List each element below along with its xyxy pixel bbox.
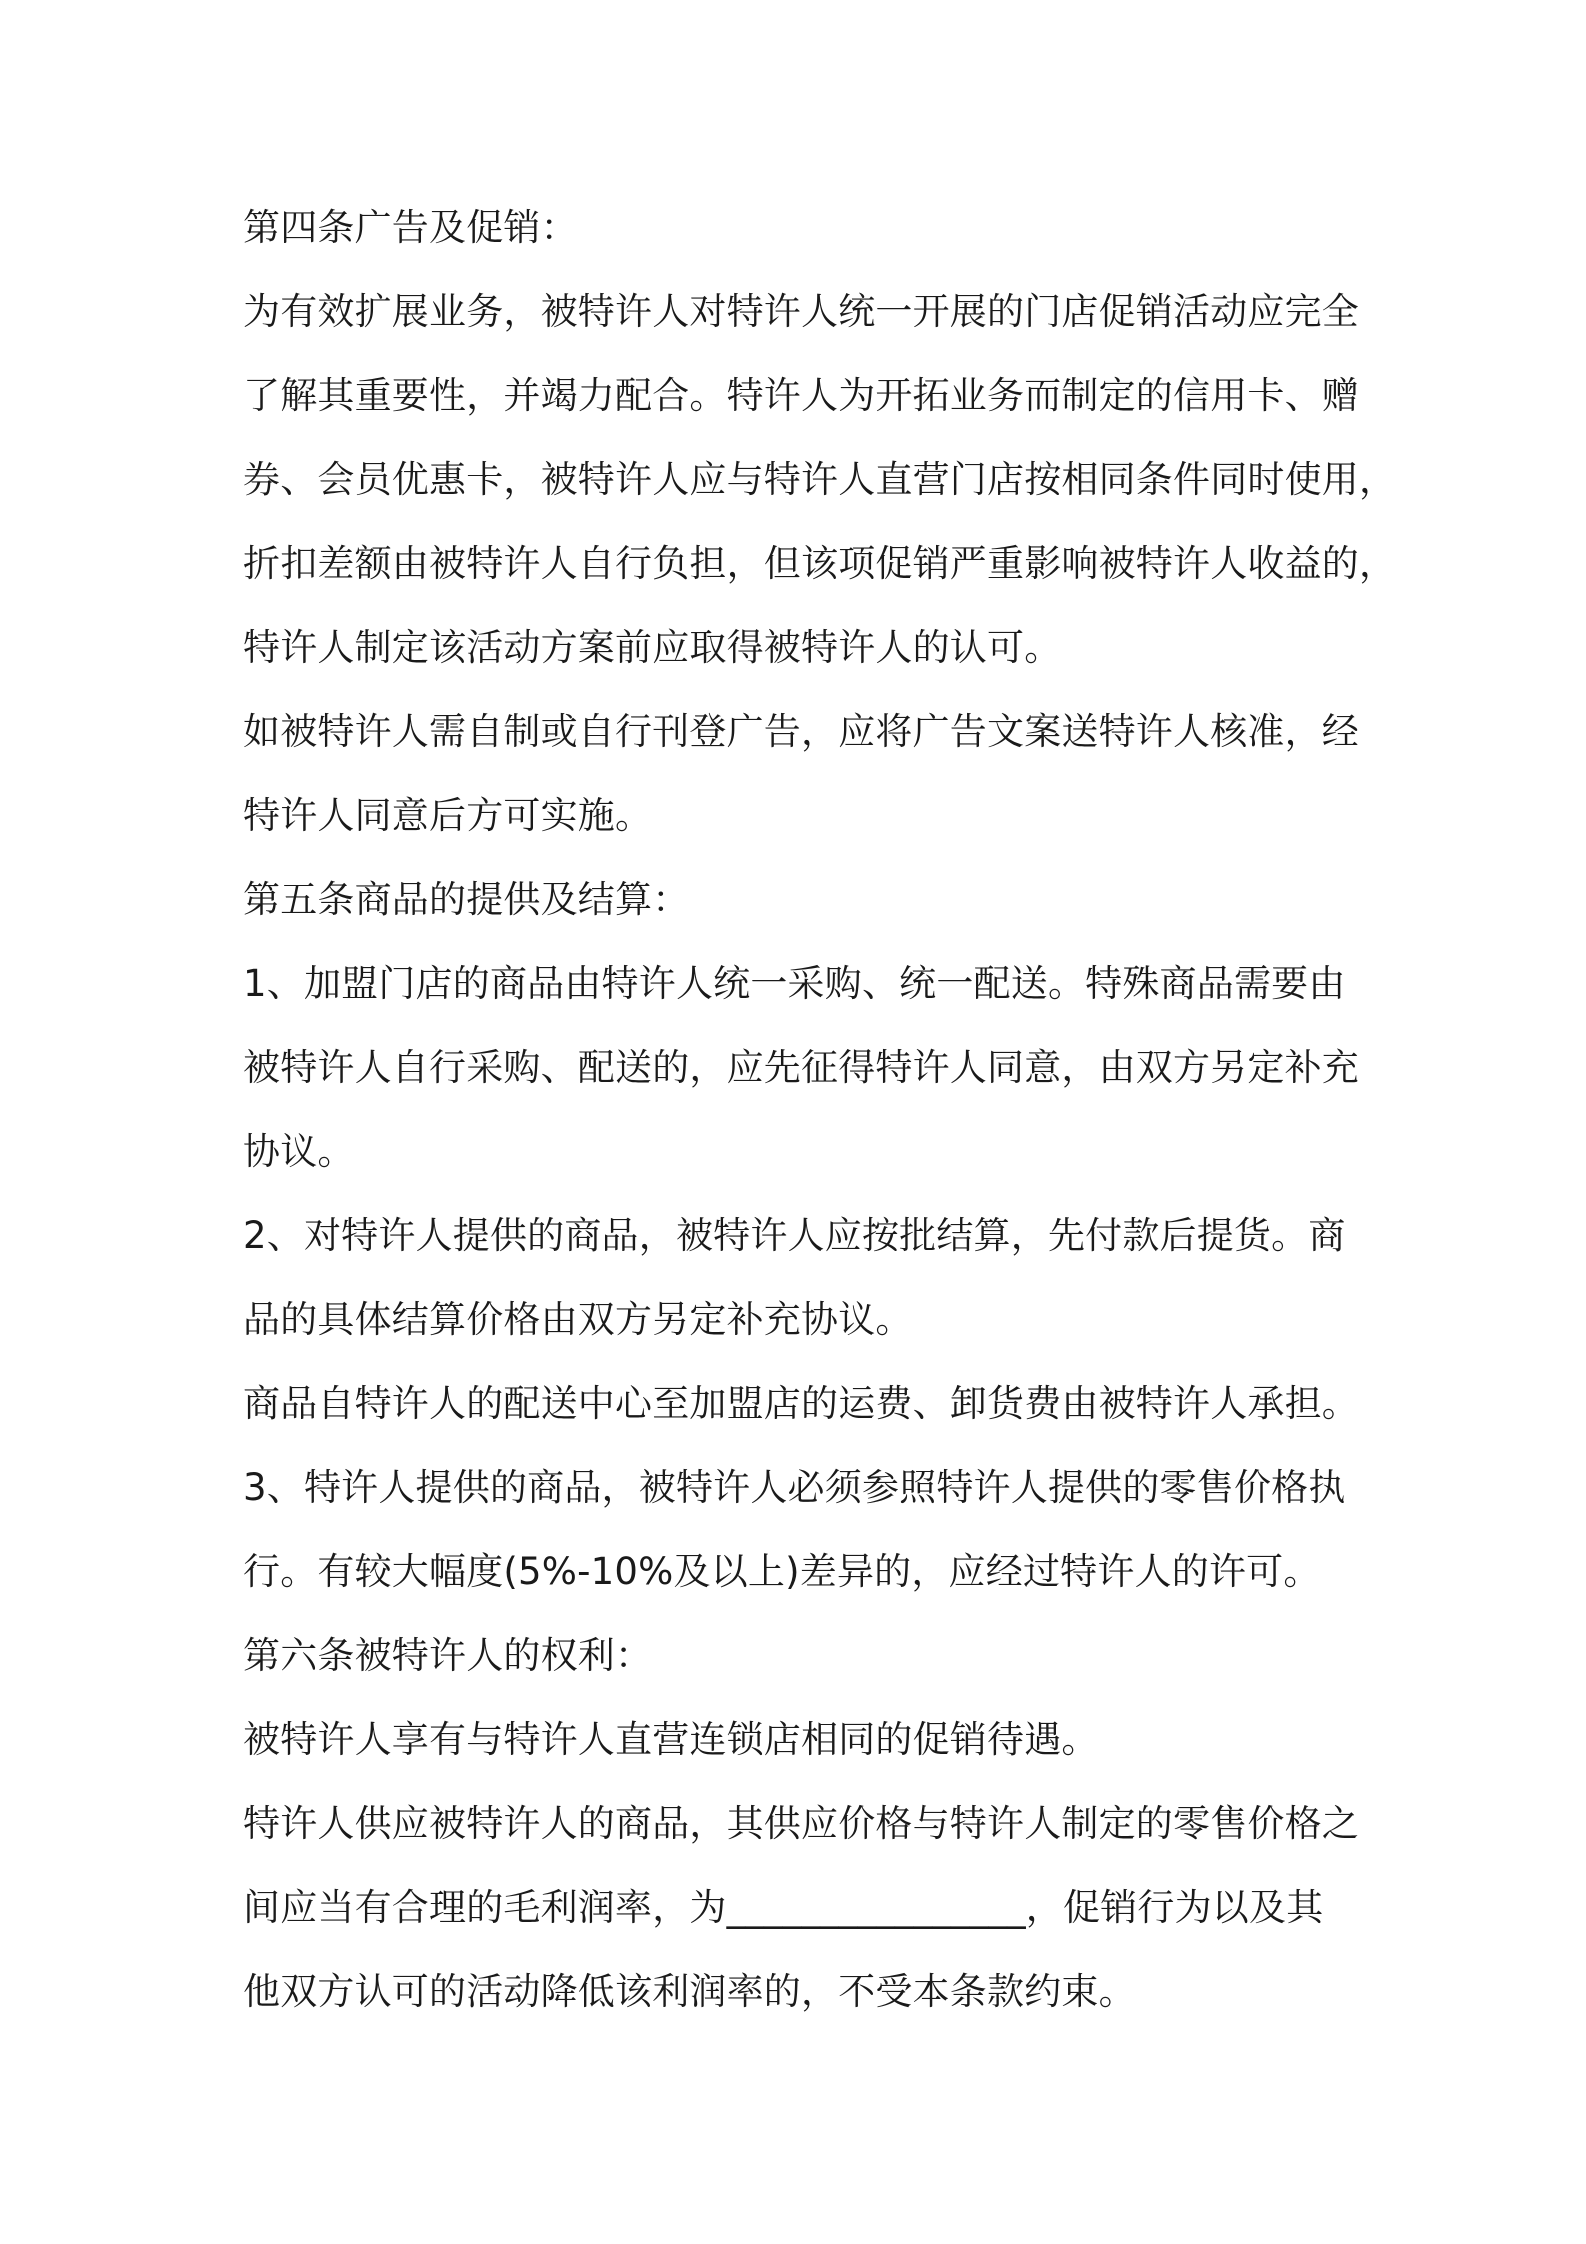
- text-line: 特许人同意后方可实施。: [243, 794, 653, 837]
- text-line: 了解其重要性，并竭力配合。特许人为开拓业务而制定的信用卡、赠: [243, 374, 1359, 417]
- article-6-heading: 第六条被特许人的权利：: [243, 1634, 653, 1677]
- text-line: 商品自特许人的配送中心至加盟店的运费、卸货费由被特许人承担。: [243, 1382, 1359, 1425]
- text-line-with-blank: 间应当有合理的毛利润率，为________________，促销行为以及其: [243, 1886, 1324, 1929]
- text-line: 1、加盟门店的商品由特许人统一采购、统一配送。特殊商品需要由: [243, 962, 1346, 1005]
- text-line: 为有效扩展业务，被特许人对特许人统一开展的门店促销活动应完全: [243, 290, 1359, 333]
- text-line: 如被特许人需自制或自行刊登广告，应将广告文案送特许人核准，经: [243, 710, 1359, 753]
- article-4-heading: 第四条广告及促销：: [243, 206, 578, 249]
- text-line: 协议。: [243, 1130, 355, 1173]
- text-line: 3、特许人提供的商品，被特许人必须参照特许人提供的零售价格执: [243, 1466, 1346, 1509]
- text-line: 2、对特许人提供的商品，被特许人应按批结算，先付款后提货。商: [243, 1214, 1346, 1257]
- text-line: 券、会员优惠卡，被特许人应与特许人直营门店按相同条件同时使用，: [243, 458, 1397, 501]
- text-line: 被特许人自行采购、配送的，应先征得特许人同意，由双方另定补充: [243, 1046, 1359, 1089]
- text-line: 品的具体结算价格由双方另定补充协议。: [243, 1298, 913, 1341]
- text-line: 折扣差额由被特许人自行负担，但该项促销严重影响被特许人收益的，: [243, 542, 1397, 585]
- text-line: 行。有较大幅度(5%-10%及以上)差异的，应经过特许人的许可。: [243, 1550, 1321, 1593]
- article-5-heading: 第五条商品的提供及结算：: [243, 878, 690, 921]
- text-line: 他双方认可的活动降低该利润率的，不受本条款约束。: [243, 1970, 1136, 2013]
- text-line: 被特许人享有与特许人直营连锁店相同的促销待遇。: [243, 1718, 1099, 1761]
- text-line: 特许人制定该活动方案前应取得被特许人的认可。: [243, 626, 1062, 669]
- text-line: 特许人供应被特许人的商品，其供应价格与特许人制定的零售价格之: [243, 1802, 1359, 1845]
